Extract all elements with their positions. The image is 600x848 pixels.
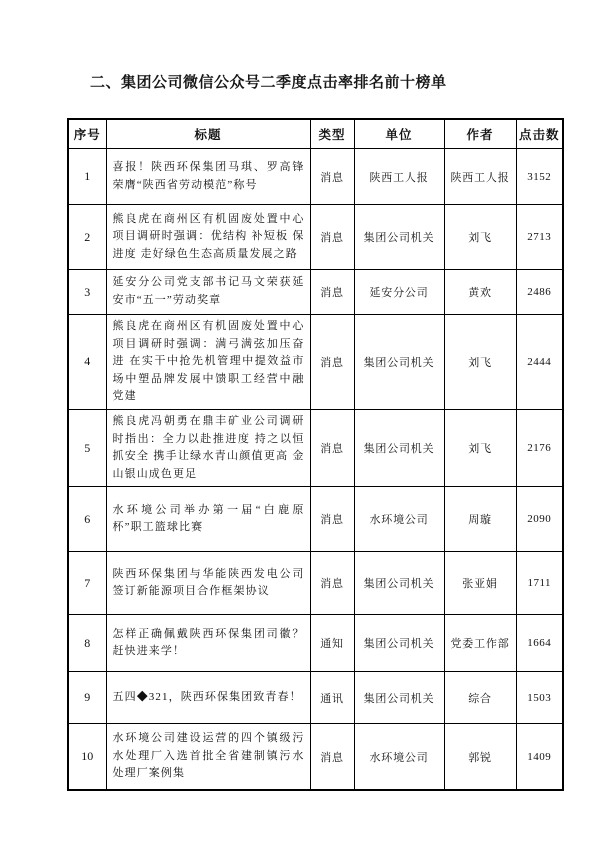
table-row: [68, 205, 563, 270]
cell-type: 消息: [310, 315, 354, 410]
table-row: [68, 615, 563, 672]
cell-type: 消息: [310, 149, 354, 205]
cell-unit: 水环境公司: [354, 724, 444, 790]
cell-type: 消息: [310, 724, 354, 790]
cell-title: 熊良虎冯朝勇在鼎丰矿业公司调研时指出：全力以赴推进度 持之以恒抓安全 携手让绿水青山颜值更高 金山银山成色更足: [106, 409, 310, 486]
cell-unit: 延安分公司: [354, 270, 444, 315]
cell-type: 消息: [310, 409, 354, 486]
cell-no: 8: [68, 615, 106, 672]
cell-unit: 集团公司机关: [354, 552, 444, 615]
cell-author: 刘飞: [444, 409, 516, 486]
cell-no: 7: [68, 552, 106, 615]
cell-author: 张亚娟: [444, 552, 516, 615]
cell-clicks: 1503: [516, 672, 563, 724]
cell-unit: 集团公司机关: [354, 615, 444, 672]
header-title: 标题: [106, 119, 310, 149]
table-row: [68, 552, 563, 615]
cell-unit: 水环境公司: [354, 487, 444, 552]
cell-title: 水环境公司举办第一届“白鹿原杯”职工篮球比赛: [106, 487, 310, 552]
cell-type: 通讯: [310, 672, 354, 724]
cell-author: 周璇: [444, 487, 516, 552]
cell-no: 6: [68, 487, 106, 552]
header-no: 序号: [68, 119, 106, 149]
table-row: [68, 672, 563, 724]
cell-clicks: 1664: [516, 615, 563, 672]
page-title: 二、集团公司微信公众号二季度点击率排名前十榜单: [90, 74, 447, 91]
cell-no: 1: [68, 149, 106, 205]
cell-author: 黄欢: [444, 270, 516, 315]
cell-author: 郭锐: [444, 724, 516, 790]
cell-type: 消息: [310, 205, 354, 270]
cell-title: 水环境公司建设运营的四个镇级污水处理厂入选首批全省建制镇污水处理厂案例集: [106, 724, 310, 790]
cell-title: 延安分公司党支部书记马文荣获延安市“五一”劳动奖章: [106, 270, 310, 315]
table-row: [68, 315, 563, 410]
cell-unit: 陕西工人报: [354, 149, 444, 205]
cell-type: 通知: [310, 615, 354, 672]
cell-author: 陕西工人报: [444, 149, 516, 205]
cell-unit: 集团公司机关: [354, 315, 444, 410]
cell-clicks: 1711: [516, 552, 563, 615]
cell-title: 五四◆321，陕西环保集团致青春！: [106, 672, 310, 724]
header-clicks: 点击数: [516, 119, 563, 149]
cell-no: 5: [68, 409, 106, 486]
cell-author: 综合: [444, 672, 516, 724]
cell-clicks: 2176: [516, 409, 563, 486]
cell-type: 消息: [310, 270, 354, 315]
table-row: [68, 270, 563, 315]
cell-title: 熊良虎在商州区有机固废处置中心项目调研时强调：优结构 补短板 保进度 走好绿色生态高质量发展之路: [106, 205, 310, 270]
cell-title: 喜报！陕西环保集团马琪、罗高锋荣膺“陕西省劳动模范”称号: [106, 149, 310, 205]
header-unit: 单位: [354, 119, 444, 149]
header-row: [68, 119, 563, 149]
ranking-table: [67, 118, 564, 791]
cell-clicks: 2444: [516, 315, 563, 410]
table-row: [68, 724, 563, 790]
cell-author: 党委工作部: [444, 615, 516, 672]
cell-no: 10: [68, 724, 106, 790]
cell-clicks: 2486: [516, 270, 563, 315]
cell-clicks: 2090: [516, 487, 563, 552]
table-row: [68, 409, 563, 486]
cell-clicks: 3152: [516, 149, 563, 205]
cell-clicks: 1409: [516, 724, 563, 790]
header-author: 作者: [444, 119, 516, 149]
cell-clicks: 2713: [516, 205, 563, 270]
cell-no: 4: [68, 315, 106, 410]
cell-type: 消息: [310, 487, 354, 552]
cell-title: 陕西环保集团与华能陕西发电公司签订新能源项目合作框架协议: [106, 552, 310, 615]
cell-type: 消息: [310, 552, 354, 615]
cell-no: 3: [68, 270, 106, 315]
cell-unit: 集团公司机关: [354, 205, 444, 270]
header-type: 类型: [310, 119, 354, 149]
cell-author: 刘飞: [444, 315, 516, 410]
cell-no: 9: [68, 672, 106, 724]
cell-title: 熊良虎在商州区有机固废处置中心项目调研时强调：满弓满弦加压奋进 在实干中抢先机管理中提效益市场中塑品牌发展中馈职工经营中融党建: [106, 315, 310, 410]
table-row: [68, 149, 563, 205]
cell-unit: 集团公司机关: [354, 409, 444, 486]
cell-title: 怎样正确佩戴陕西环保集团司徽？赶快进来学！: [106, 615, 310, 672]
cell-unit: 集团公司机关: [354, 672, 444, 724]
ranking-table-body: [68, 149, 563, 790]
cell-author: 刘飞: [444, 205, 516, 270]
table-row: [68, 487, 563, 552]
cell-no: 2: [68, 205, 106, 270]
table-header: [68, 119, 563, 149]
